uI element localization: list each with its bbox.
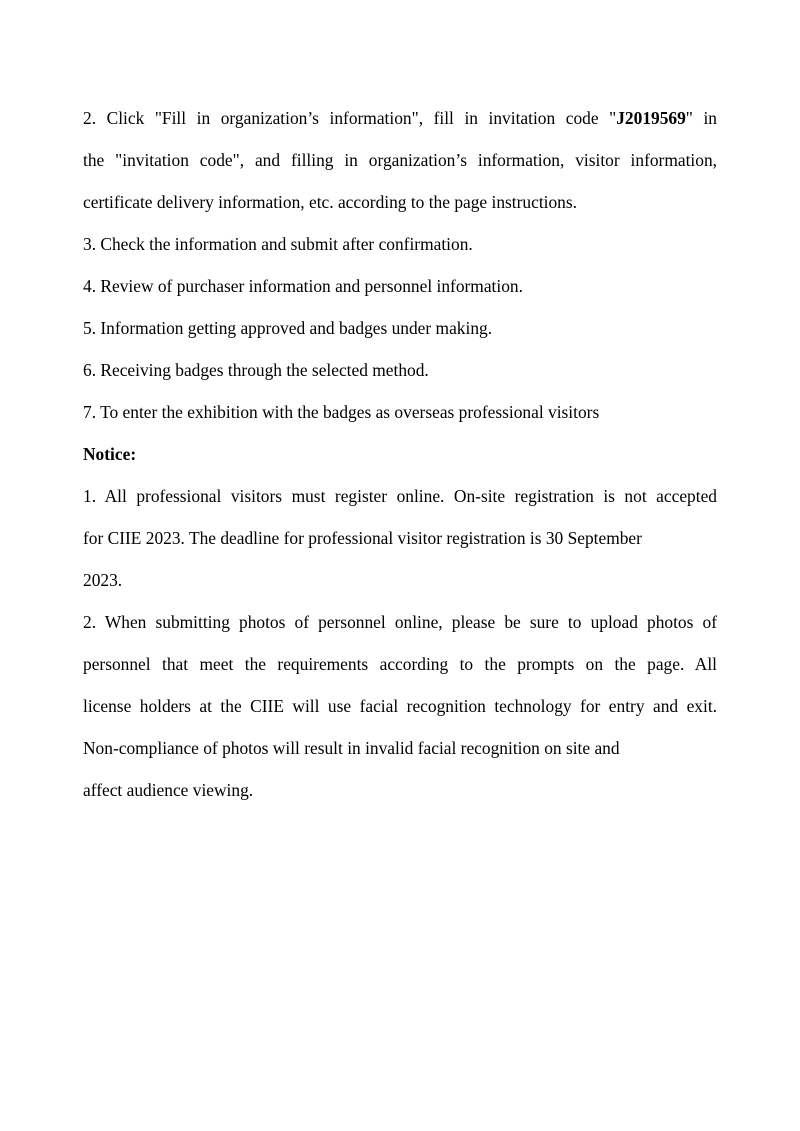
step-2-line-1 — [83, 104, 717, 146]
notice-2-line-3: license holders at the CIIE will use facial recognition technology for entry and exit. — [83, 696, 717, 716]
notice-2-line-2: personnel that meet the requirements according to the prompts on the page. All — [83, 654, 717, 674]
step-4: 4. Review of purchaser information and personnel information. — [83, 276, 523, 296]
step-2-line-2: the "invitation code", and filling in organization’s information, visitor information, — [83, 150, 717, 170]
step-7: 7. To enter the exhibition with the badges as overseas professional visitors — [83, 402, 600, 422]
notice-2-line-4: Non-compliance of photos will result in invalid facial recognition on site and — [83, 738, 620, 758]
step-6: 6. Receiving badges through the selected method. — [83, 360, 429, 380]
notice-heading — [83, 440, 717, 482]
invitation-code: J2019569 — [616, 108, 686, 128]
step-3: 3. Check the information and submit after confirmation. — [83, 234, 473, 254]
notice-1-line-1: 1. All professional visitors must register online. On-site registration is not accepted — [83, 486, 717, 506]
notice-heading-text: Notice: — [83, 444, 137, 464]
step-5: 5. Information getting approved and badges under making. — [83, 318, 493, 338]
step-2-text-pre: 2. Click "Fill in organization’s information", fill in invitation code " — [83, 108, 617, 128]
step-2-line-3: certificate delivery information, etc. according to the page instructions. — [83, 192, 577, 212]
notice-2-line-1: 2. When submitting photos of personnel online, please be sure to upload photos of — [83, 612, 717, 632]
notice-2-line-5: affect audience viewing. — [83, 780, 254, 800]
notice-1-line-2: for CIIE 2023. The deadline for professional visitor registration is 30 September — [83, 528, 642, 548]
step-2-text-post: " in — [685, 108, 717, 128]
notice-1-line-3: 2023. — [83, 570, 123, 590]
document-page — [83, 104, 717, 818]
